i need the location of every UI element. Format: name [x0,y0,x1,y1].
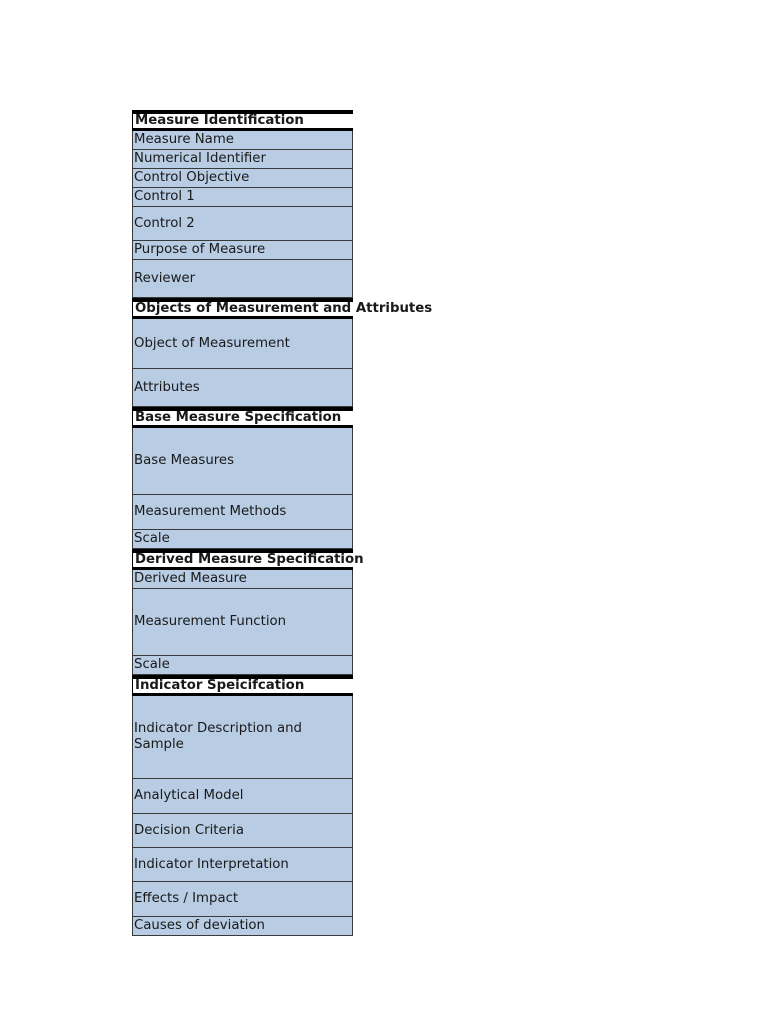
field-causes-of-deviation[interactable]: Causes of deviation [132,917,353,936]
field-base-measures[interactable]: Base Measures [132,428,353,495]
field-indicator-interpretation[interactable]: Indicator Interpretation [132,848,353,882]
field-purpose-of-measure[interactable]: Purpose of Measure [132,241,353,260]
section-header-indicator-specification: Indicator Speicifcation [132,675,353,697]
field-numerical-identifier[interactable]: Numerical Identifier [132,150,353,169]
field-measure-name[interactable]: Measure Name [132,131,353,150]
field-measurement-function[interactable]: Measurement Function [132,589,353,656]
field-control-1[interactable]: Control 1 [132,188,353,207]
field-derived-measure[interactable]: Derived Measure [132,570,353,589]
measure-specification-sheet [132,110,433,936]
field-analytical-model[interactable]: Analytical Model [132,779,353,814]
field-attributes[interactable]: Attributes [132,369,353,407]
field-base-scale[interactable]: Scale [132,530,353,549]
field-effects-impact[interactable]: Effects / Impact [132,882,353,917]
field-reviewer[interactable]: Reviewer [132,260,353,298]
field-indicator-description[interactable]: Indicator Description and Sample [132,696,353,779]
section-header-base-measure-specification: Base Measure Specification [132,407,353,429]
field-control-objective[interactable]: Control Objective [132,169,353,188]
section-header-derived-measure-specification: Derived Measure Specification [132,549,353,571]
field-control-2[interactable]: Control 2 [132,207,353,241]
field-object-of-measurement[interactable]: Object of Measurement [132,319,353,369]
section-header-objects-of-measurement: Objects of Measurement and Attributes [132,298,353,320]
field-decision-criteria[interactable]: Decision Criteria [132,814,353,848]
field-measurement-methods[interactable]: Measurement Methods [132,495,353,530]
section-header-measure-identification: Measure Identification [132,110,353,132]
field-derived-scale[interactable]: Scale [132,656,353,675]
